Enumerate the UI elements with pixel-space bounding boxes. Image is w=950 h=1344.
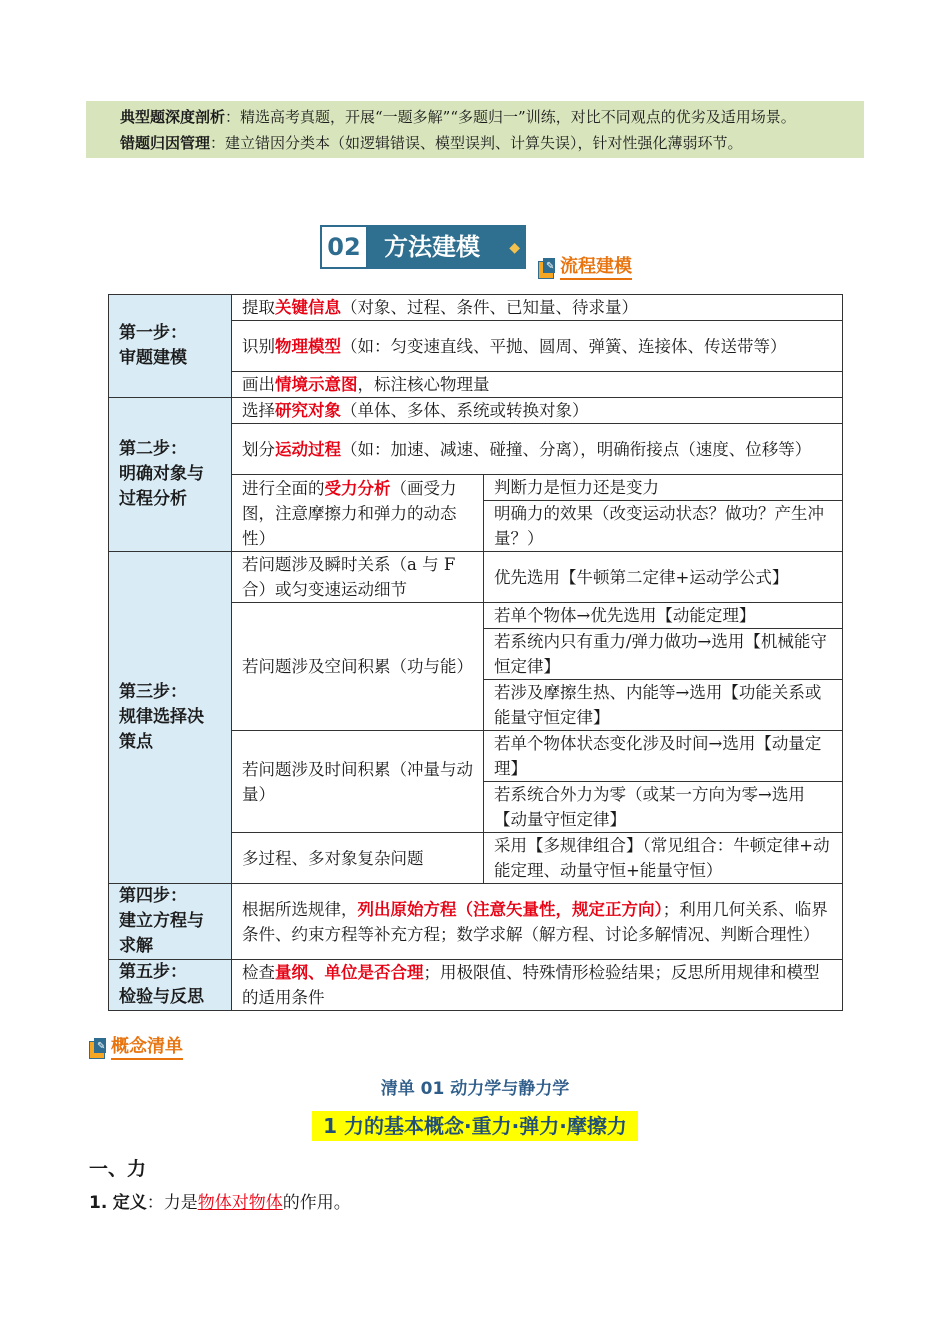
concept-list-tag: ✎ 概念清单 xyxy=(89,1036,183,1060)
study-tips-box xyxy=(86,101,864,158)
list-title: 清单 01 动力学与静力学 xyxy=(380,1079,570,1099)
table-row: 第二步： 明确对象与 过程分析 选择研究对象（单体、多体、系统或转换对象） xyxy=(109,398,843,424)
table-row: 若涉及摩擦生热、内能等→选用【功能关系或能量守恒定律】 xyxy=(109,680,843,731)
step-4-cell: 第四步： 建立方程与 求解 xyxy=(109,884,232,960)
step-2-cell: 第二步： 明确对象与 过程分析 xyxy=(109,398,232,552)
step-5-cell: 第五步： 检验与反思 xyxy=(109,960,232,1011)
section-title: 方法建模 ◆ xyxy=(368,225,526,269)
table-row: 识别物理模型（如：匀变速直线、平抛、圆周、弹簧、连接体、传送带等） xyxy=(109,321,843,372)
diamond-icon: ◆ xyxy=(509,240,520,256)
table-row: 第一步： 审题建模 提取关键信息（对象、过程、条件、已知量、待求量） xyxy=(109,295,843,321)
section-heading: 一、力 xyxy=(89,1158,147,1180)
step-3-cell: 第三步： 规律选择决 策点 xyxy=(109,552,232,884)
notepad-icon: ✎ xyxy=(89,1038,109,1058)
flow-modeling-tag: ✎ 流程建模 xyxy=(538,256,632,280)
table-row: 第三步： 规律选择决 策点 若问题涉及瞬时关系（a 与 F 合）或匀变速运动细节 优先选用【牛顿第二定律+运动学公式】 xyxy=(109,552,843,603)
table-row: 若系统内只有重力/弹力做功→选用【机械能守恒定律】 xyxy=(109,629,843,680)
table-row: 划分运动过程（如：加速、减速、碰撞、分离），明确衔接点（速度、位移等） xyxy=(109,424,843,475)
section-number: 02 xyxy=(320,225,368,269)
topic-title: 1 力的基本概念·重力·弹力·摩擦力 xyxy=(312,1111,638,1141)
table-row: 进行全面的受力分析（画受力图，注意摩擦力和弹力的动态性） 判断力是恒力还是变力 xyxy=(109,475,843,501)
table-row: 若问题涉及时间积累（冲量与动量） 若单个物体状态变化涉及时间→选用【动量定理】 xyxy=(109,731,843,782)
tip-paragraph-1: 典型题深度剖析：精选高考真题，开展“一题多解”“多题归一”训练，对比不同观点的优劣及适用场景。 xyxy=(120,108,796,126)
step-1-cell: 第一步： 审题建模 xyxy=(109,295,232,398)
section-banner xyxy=(320,225,526,269)
table-row: 多过程、多对象复杂问题 采用【多规律组合】（常见组合：牛顿定律+动能定理、动量守恒+能量守恒） xyxy=(109,833,843,884)
flow-table xyxy=(108,294,843,1011)
table-row: 若系统合外力为零（或某一方向为零→选用【动量守恒定律】 xyxy=(109,782,843,833)
table-row: 第四步： 建立方程与 求解 根据所选规律，列出原始方程（注意矢量性，规定正方向）；利用几何关系、临界条件、约束方程等补充方程；数学求解（解方程、讨论多解情况、判断合理性） xyxy=(109,884,843,960)
table-row: 若问题涉及空间积累（功与能） 若单个物体→优先选用【动能定理】 xyxy=(109,603,843,629)
table-row: 第五步： 检验与反思 检查量纲、单位是否合理；用极限值、特殊情形检验结果；反思所用规律和模型的适用条件 xyxy=(109,960,843,1011)
table-row: 画出情境示意图，标注核心物理量 xyxy=(109,372,843,398)
tip-paragraph-2: 错题归因管理：建立错因分类本（如逻辑错误、模型误判、计算失误），针对性强化薄弱环节。 xyxy=(120,134,743,152)
table-row: 明确力的效果（改变运动状态？做功？产生冲量？） xyxy=(109,501,843,552)
definition-line: 1. 定义：力是物体对物体的作用。 xyxy=(89,1193,351,1213)
notepad-icon: ✎ xyxy=(538,258,558,278)
